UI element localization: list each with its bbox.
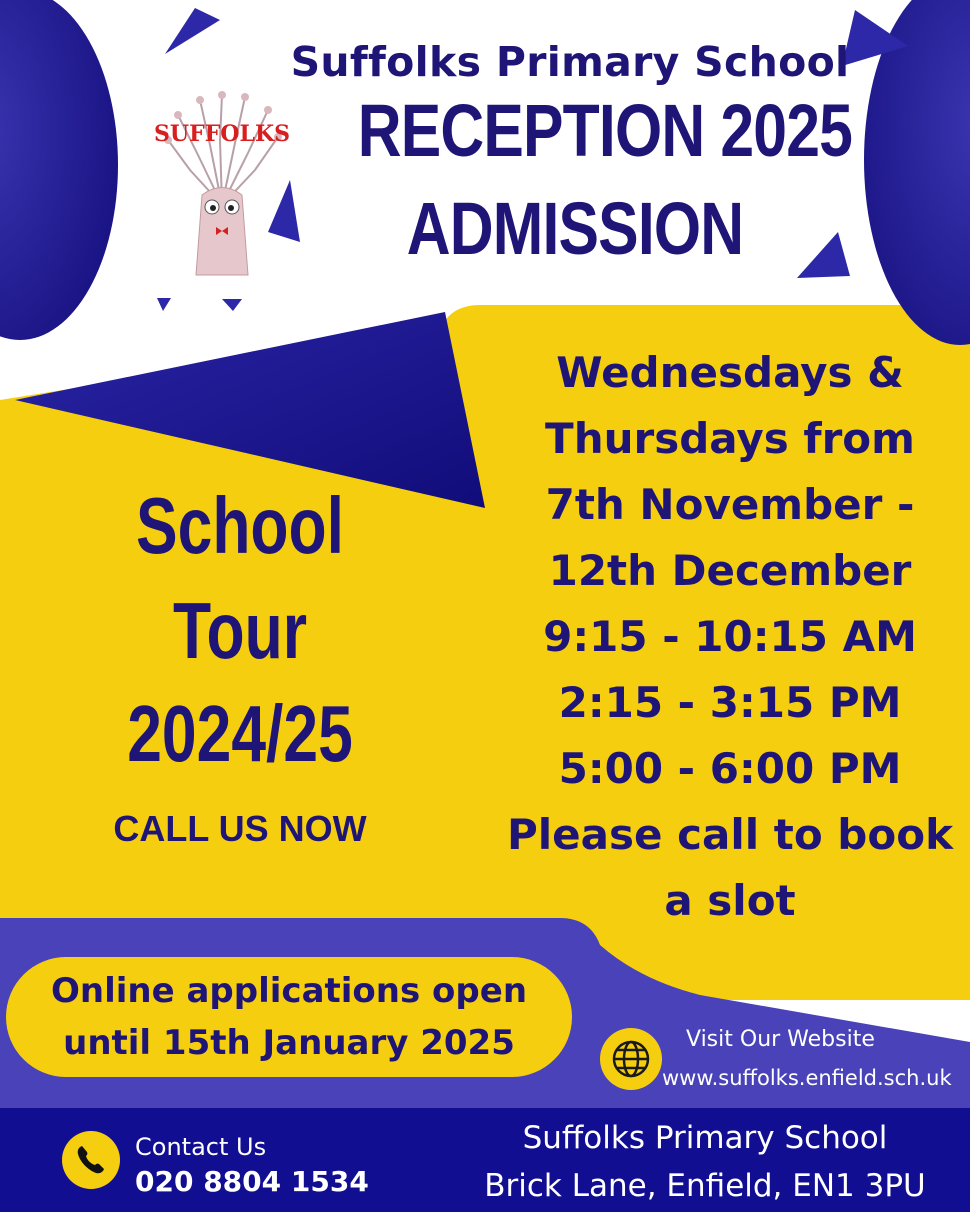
tour-year: 2024/25	[127, 689, 353, 778]
website-label: Visit Our Website	[686, 1027, 875, 1052]
schedule-line: 12th December	[548, 546, 912, 595]
applications-line2: until 15th January 2025	[63, 1023, 515, 1063]
school-name: Suffolks Primary School	[290, 38, 850, 86]
phone-icon	[62, 1131, 120, 1189]
schedule-line: Wednesdays &	[556, 348, 904, 397]
schedule-time: 2:15 - 3:15 PM	[558, 678, 902, 727]
globe-icon	[600, 1028, 662, 1090]
schedule-time: 5:00 - 6:00 PM	[558, 744, 902, 793]
address-line1: Suffolks Primary School	[522, 1120, 888, 1156]
contact-phone[interactable]: 020 8804 1534	[135, 1165, 369, 1198]
schedule-note: Please call to book	[506, 810, 954, 859]
applications-banner	[6, 957, 572, 1077]
schedule-line: 7th November -	[545, 480, 915, 529]
address-line2: Brick Lane, Enfield, EN1 3PU	[484, 1168, 926, 1204]
applications-line1: Online applications open	[50, 971, 528, 1011]
tour-title-line1: School	[135, 481, 345, 570]
schedule-line: Thursdays from	[545, 414, 915, 463]
logo-lettering: SUFFOLKS	[154, 121, 290, 147]
call-us-now: CALL US NOW	[113, 808, 367, 849]
headline-admission: ADMISSION	[406, 187, 744, 270]
schedule-time: 9:15 - 10:15 AM	[543, 612, 917, 661]
contact-label: Contact Us	[135, 1133, 267, 1161]
website-url[interactable]: www.suffolks.enfield.sch.uk	[662, 1066, 952, 1090]
school-logo	[150, 85, 295, 285]
schedule-note: a slot	[664, 876, 796, 925]
tour-title-line2: Tour	[172, 586, 307, 675]
headline-reception: RECEPTION 2025	[357, 89, 853, 172]
